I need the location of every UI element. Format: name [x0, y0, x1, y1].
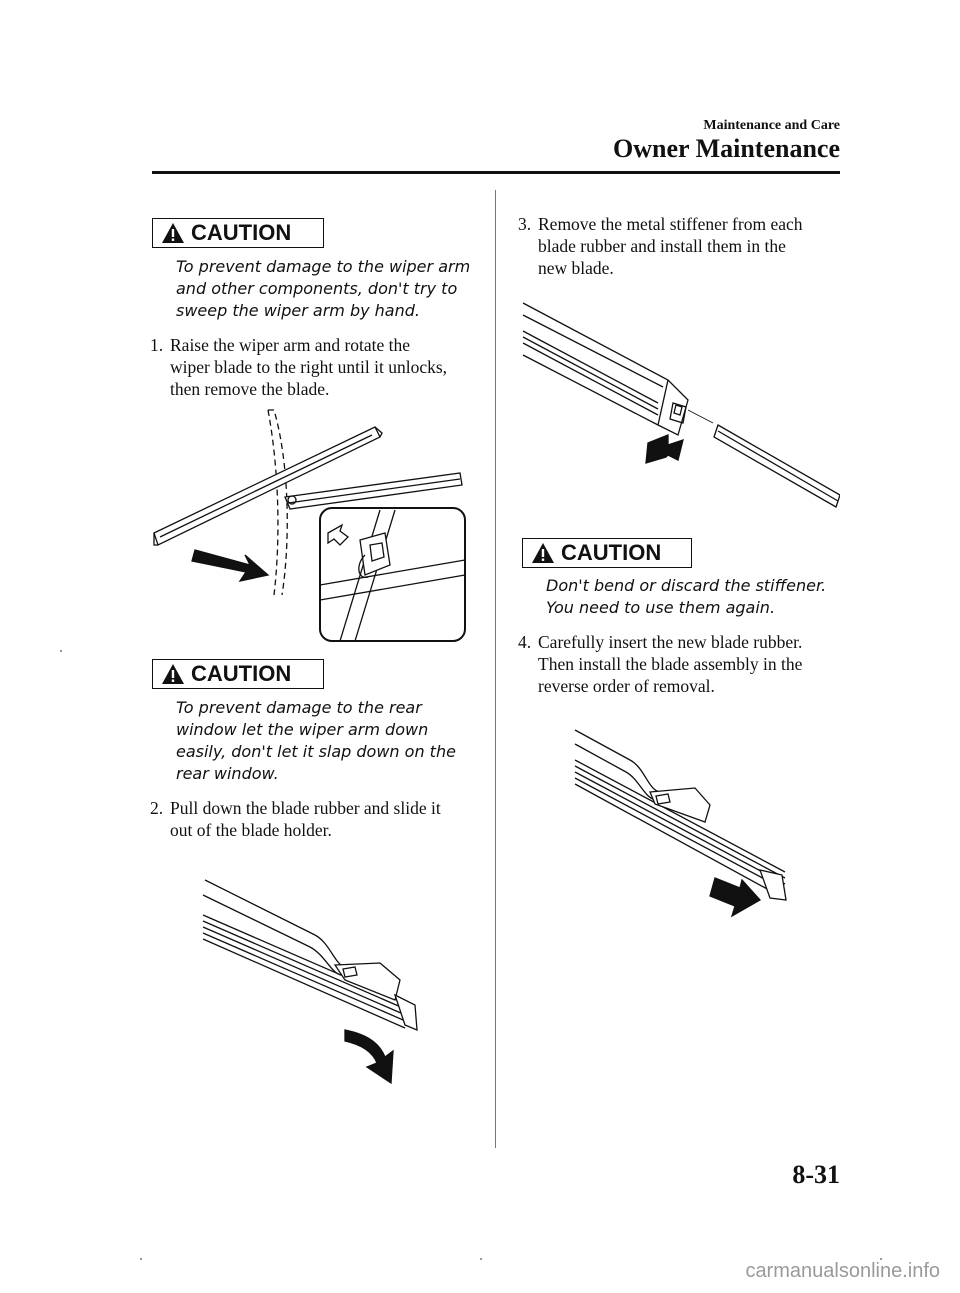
page-number: 8-31 [792, 1160, 840, 1189]
stiffener-removal-illustration [518, 295, 840, 510]
step-3: 3. Remove the metal stiffener from each blade rubber and install them in the new blade. [518, 214, 803, 278]
watermark: carmanualsonline.info [745, 1260, 940, 1282]
caution-box [152, 218, 324, 248]
caution-box [152, 659, 324, 689]
scan-dot [480, 1258, 482, 1260]
caution-text: To prevent damage to the rear window let the wiper arm down easily, don't let it slap down on the rear window. [176, 698, 456, 783]
warning-triangle-icon [161, 663, 185, 685]
step-4: 4. Carefully insert the new blade rubber. Then install the blade assembly in the reverse order of removal. [518, 632, 803, 696]
step-1: 1. Raise the wiper arm and rotate the wiper blade to the right until it unlocks, then remove the blade. [150, 335, 448, 399]
chapter-title: Owner Maintenance [613, 134, 840, 163]
warning-triangle-icon [531, 542, 555, 564]
column-divider [495, 190, 496, 1148]
section-title: Maintenance and Care [703, 118, 840, 133]
caution-label: CAUTION [561, 540, 662, 565]
scan-dot [140, 1258, 142, 1260]
step-2: 2. Pull down the blade rubber and slide it out of the blade holder. [150, 798, 441, 840]
caution-label: CAUTION [191, 220, 292, 245]
header-rule [152, 171, 840, 174]
scan-dot [60, 650, 62, 652]
blade-rubber-pull-illustration [195, 855, 430, 1085]
caution-box [522, 538, 692, 568]
caution-text: To prevent damage to the wiper arm and other components, don't try to sweep the wiper arm by hand. [176, 257, 471, 320]
blade-rubber-insert-illustration [570, 720, 800, 930]
caution-text: Don't bend or discard the stiffener. You need to use them again. [546, 576, 827, 617]
caution-label: CAUTION [191, 661, 292, 686]
warning-triangle-icon [161, 222, 185, 244]
wiper-removal-illustration [150, 405, 480, 645]
